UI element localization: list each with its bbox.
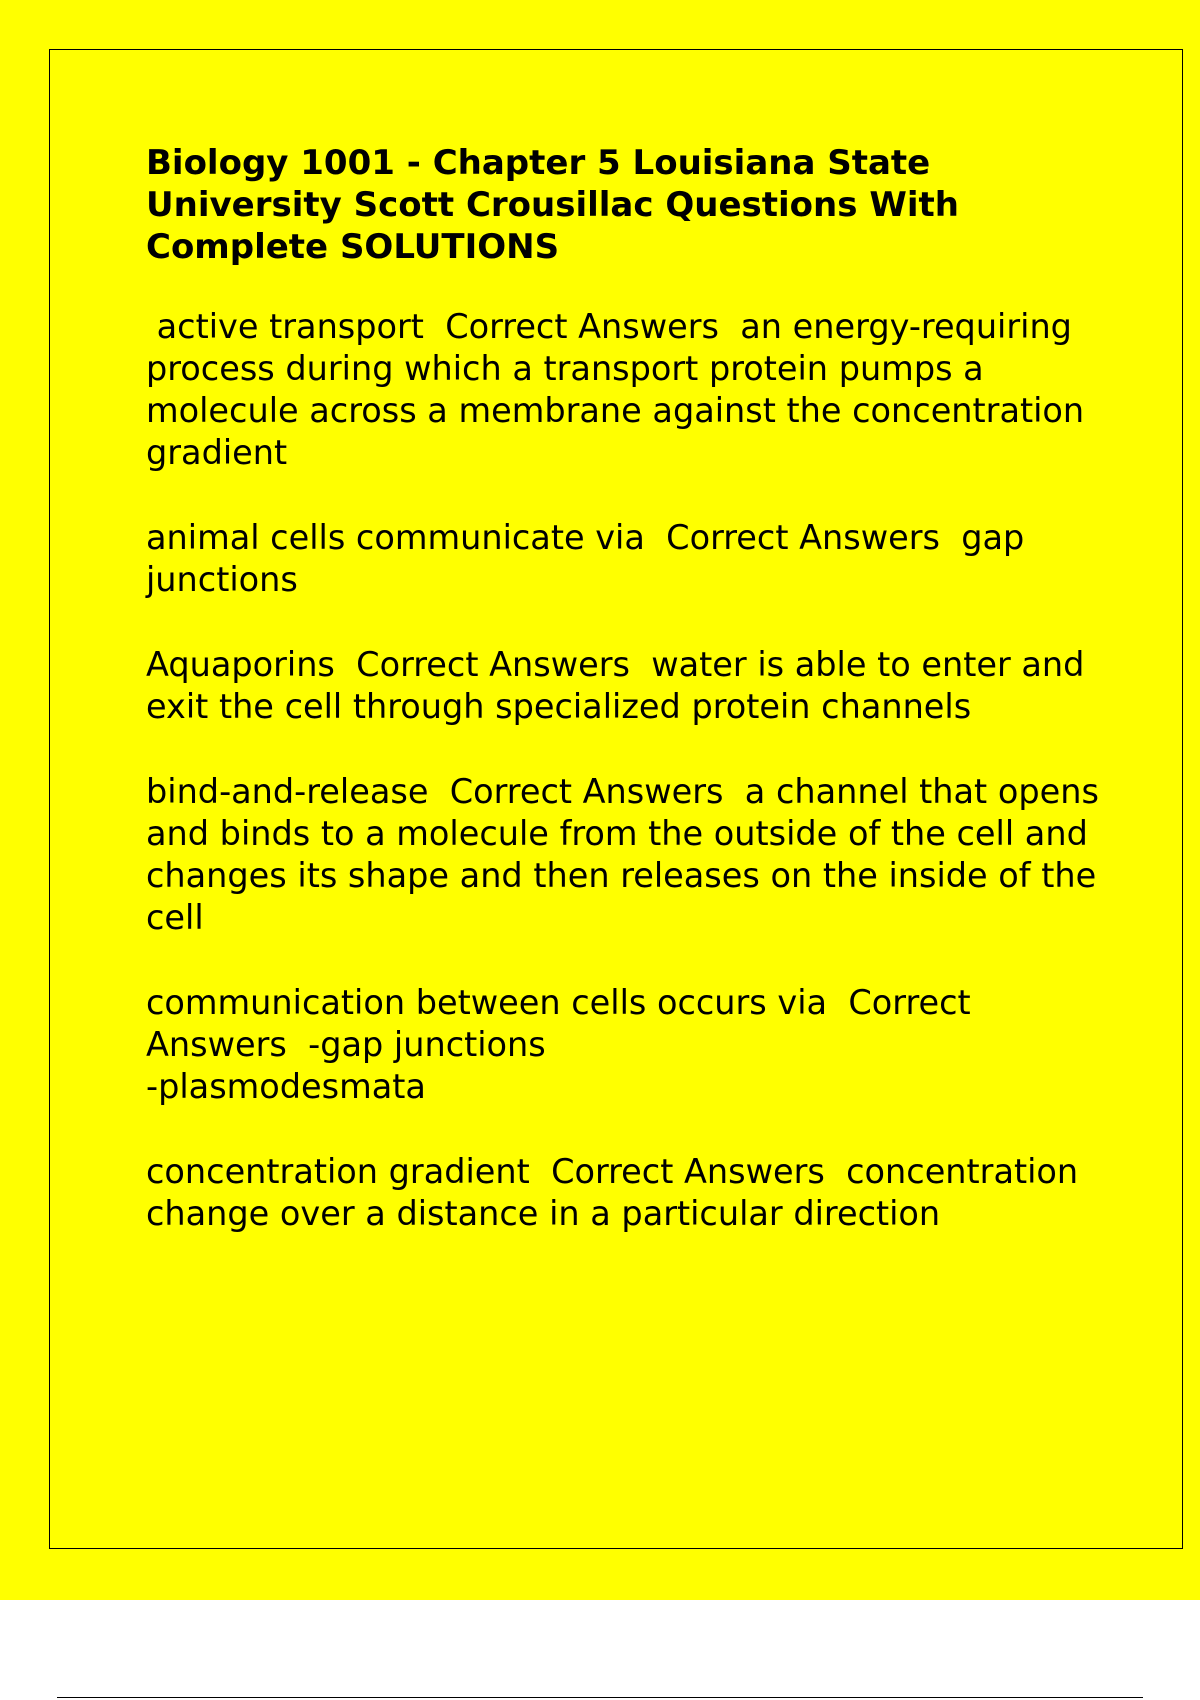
document-title: Biology 1001 - Chapter 5 Louisiana State University Scott Crousillac Questions With Complete SOLUTIONS bbox=[146, 143, 959, 267]
qa-entry-aquaporins: Aquaporins Correct Answers water is able to enter and exit the cell through specialized protein channels bbox=[146, 645, 1096, 726]
qa-entry-animal-cells: animal cells communicate via Correct Answers gap junctions bbox=[146, 518, 1035, 599]
qa-entry-concentration-gradient: concentration gradient Correct Answers concentration change over a distance in a particular direction bbox=[146, 1152, 1089, 1233]
qa-list bbox=[146, 306, 1110, 1235]
page-divider bbox=[57, 1697, 1143, 1698]
document-content bbox=[146, 142, 1110, 1278]
qa-entry-bind-and-release: bind-and-release Correct Answers a channel that opens and binds to a molecule from the outside of the cell and changes its shape and then releases on the inside of the cell bbox=[146, 772, 1110, 937]
qa-entry-communication-between-cells: communication between cells occurs via Correct Answers -gap junctions -plasmodesmata bbox=[146, 983, 971, 1106]
qa-entry-active-transport: active transport Correct Answers an energy-requiring process during which a transport protein pumps a molecule across a membrane against the concentration gradient bbox=[146, 307, 1095, 472]
